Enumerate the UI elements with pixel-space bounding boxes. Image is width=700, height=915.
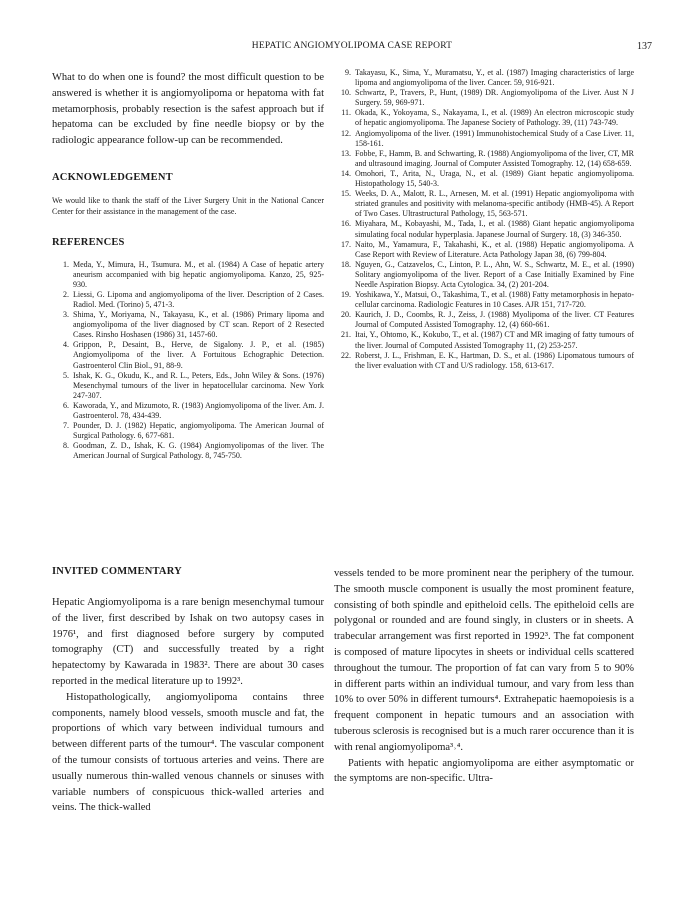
reference-number: 11. — [341, 108, 351, 118]
reference-number: 17. — [341, 239, 351, 249]
references-heading: REFERENCES — [52, 236, 125, 248]
reference-text: Ishak, K. G., Okudu, K., and R. L., Peters, Eds., John Wiley & Sons. (1976) Mesenchymal tumours of the liver in hepatocellular carcinoma. New York 247-307. — [73, 370, 324, 400]
reference-number: 6. — [63, 400, 69, 410]
reference-number: 13. — [341, 148, 351, 158]
reference-text: Omohori, T., Arita, N., Uraga, N., et al. (1989) Giant hepatic angiomyolipoma. Histopathology 15, 540-3. — [355, 168, 634, 189]
reference-number: 2. — [63, 289, 69, 299]
reference-number: 15. — [341, 189, 351, 199]
reference-text: Shima, Y., Moriyama, N., Takayasu, K., et al. (1986) Primary lipoma and angiomyolipoma of the liver diagnosed by CT scan. Report of 2 Resected Cases. Rinsho Hoshasen (1986) 31, 1457-60. — [73, 310, 324, 340]
right-column-top — [334, 68, 634, 371]
reference-number: 16. — [341, 219, 351, 229]
running-title: HEPATIC ANGIOMYOLIPOMA CASE REPORT — [251, 41, 453, 51]
reference-text: Goodman, Z. D., Ishak, K. G. (1984) Angiomyolipomas of the liver. The American Journal of Surgical Pathology. 8, 745-750. — [73, 441, 324, 461]
reference-item — [52, 371, 324, 401]
reference-number: 22. — [341, 350, 351, 360]
reference-text: Weeks, D. A., Malott, R. L., Arnesen, M. et al. (1991) Hepatic angiomyolipoma with striated granules and positivity with melanoma-specific antibody (HMB-45). A Report of Two Cases. Ultrastructural Pathology, 15, 563-571. — [355, 189, 634, 219]
reference-item — [52, 260, 324, 290]
reference-text: Roberst, J. L., Frishman, E. K., Hartman, D. S., et al. (1986) Lipomatous tumours of the liver evaluation with CT and U/S radiology. 158, 613-617. — [355, 350, 634, 370]
reference-number: 21. — [341, 330, 351, 340]
reference-item — [334, 290, 634, 310]
reference-text: Angiomyolipoma of the liver. (1991) Immunohistochemical Study of a Case Liver. 11, 158-161. — [355, 128, 634, 148]
left-column-bottom — [52, 566, 324, 816]
reference-item — [334, 330, 634, 350]
reference-item — [52, 421, 324, 441]
reference-item — [334, 240, 634, 260]
reference-item — [334, 219, 634, 239]
reference-number: 5. — [63, 370, 69, 380]
reference-text: Okada, K., Yokoyama, S., Nakayama, I., et al. (1989) An electron microscopic study of hepatic angiomyolipoma. The Japanese Society of Pathology. 39, (11) 743-749. — [355, 108, 634, 128]
reference-text: Yoshikawa, Y., Matsui, O., Takashima, T., et al. (1988) Fatty metamorphosis in hepato-cellular carcinoma. Radiologic Features in 10 Cases. AJR 151, 717-720. — [355, 290, 634, 310]
reference-number: 8. — [63, 441, 69, 451]
reference-item — [52, 290, 324, 310]
acknowledgement-heading: ACKNOWLEDGEMENT — [52, 171, 173, 183]
reference-text: Itai, Y., Ohtomo, K., Kokubo, T., et al. (1987) CT and MR imaging of fatty tumours of the liver. Journal of Computed Assisted Tomography 11, (2) 253-257. — [355, 330, 634, 350]
reference-item — [334, 68, 634, 88]
reference-text: Naito, M., Yamamura, F., Takahashi, K., et al. (1988) Hepatic angiomyolipoma. A Case Report with Review of Literature. Acta Pathology Japan 38, (6) 799-804. — [355, 239, 634, 259]
reference-text: Miyahara, M., Kobayashi, M., Tada, I., et al. (1988) Giant hepatic angiomyolipoma simulating focal nodular hyperplasia. Japanese Journal of Surgery. 18, (3) 346-350. — [355, 219, 634, 239]
reference-number: 18. — [341, 259, 351, 269]
commentary-heading: INVITED COMMENTARY — [52, 566, 182, 577]
reference-text: Fobbe, F., Hamm, B. and Schwarting, R. (1988) Angiomyolipoma of the liver, CT, MR and ultrasound imaging. Journal of Computer Assisted Tomography. 12, (14) 658-659. — [355, 148, 634, 168]
right-column-bottom — [334, 566, 634, 787]
reference-item — [334, 189, 634, 219]
reference-text: Kaurich, J. D., Coombs, R. J., Zeiss, J. (1988) Myolipoma of the liver. CT Features Journal of Computed Assisted Tomography. 12, (4) 660-661. — [355, 310, 634, 330]
acknowledgement-text: We would like to thank the staff of the Liver Surgery Unit in the National Cancer Center for their assistance in the management of the case. — [52, 195, 324, 216]
left-column-top — [52, 70, 324, 461]
reference-text: Nguyen, G., Catzavelos, C., Linton, P. L., Ahn, W. S., Schwartz, M. E., et al. (1990) Solitary angiomyolipoma of the liver. Report of a Case Initially Examined by Fine Needle Aspiration Biopsy. Acta Cytologica. 34, (2) 201-204. — [355, 259, 634, 289]
reference-item — [334, 169, 634, 189]
reference-number: 3. — [63, 310, 69, 320]
reference-number: 12. — [341, 128, 351, 138]
reference-item — [334, 260, 634, 290]
reference-item — [52, 441, 324, 461]
reference-item — [334, 149, 634, 169]
reference-text: Takayasu, K., Sima, Y., Muramatsu, Y., et al. (1987) Imaging characteristics of large lipoma and angiomyolipoma of the liver. Cancer. 59, 916-921. — [355, 68, 634, 88]
reference-item — [52, 340, 324, 370]
reference-number: 14. — [341, 168, 351, 178]
reference-text: Grippon, P., Desaint, B., Herve, de Sigalony. J. P., et al. (1985) Angiomyolipoma of the liver. A Fortuitous Echographic Detection. Gastroenterol Clin Biol., 91, 88-9. — [73, 340, 324, 370]
reference-number: 9. — [345, 68, 351, 77]
reference-number: 20. — [341, 310, 351, 320]
reference-number: 1. — [63, 259, 69, 269]
reference-number: 10. — [341, 88, 351, 98]
reference-list-left — [52, 260, 324, 462]
reference-text: Liessi, G. Lipoma and angiomyolipoma of the liver. Description of 2 Cases. Radiol. Med. (Torino) 5, 471-3. — [73, 289, 324, 309]
reference-text: Schwartz, P., Travers, P., Hunt, (1989) DR. Angiomyolipoma of the Liver. Aust N J Surgery. 59, 969-971. — [355, 88, 634, 108]
reference-item — [52, 310, 324, 340]
commentary-paragraph-3: vessels tended to be more prominent near the periphery of the tumour. The smooth muscle component is usually the most prominent feature, consisting of both spindle and epitheloid cells. The epitheloid cells are polygonal or rounded and are found singly, in clusters or in sheets. A trabecular arrangement was first reported in 1992³. The fat component is composed of mature lipocytes in sheets or individual cells scattered throughout the tumour. The proportion of fat can vary from 5 to 90% in different parts within an individual tumour, and vary from less than 10% to over 50% in different tumours⁴. Extrahepatic haemopoiesis is a frequent component in hepatic tumours and an association with tuberous sclerosis is recognised but is a much rarer occurence than it is with renal angiomyolipoma³˒⁴. — [334, 568, 634, 753]
intro-paragraph: What to do when one is found? the most difficult question to be answered is whether it is angiomyolipoma or hepatoma with fat metamorphosis, probably resection is the safest approach but if hepatoma can be excluded by fine needle biopsy or by the radiologic appearance follow-up can be recommended. — [52, 72, 324, 147]
running-header — [52, 41, 652, 55]
commentary-paragraph-1: Hepatic Angiomyolipoma is a rare benign mesenchymal tumour of the liver, first described by Ishak on two autopsy cases in 1976¹, and first diagnosed before surgery by computed tomography (CT) and successfully treated by a right hepatectomy by Kawarada in 1983². There are about 30 cases reported in the medical literature up to 1992³. — [52, 597, 324, 687]
reference-number: 19. — [341, 290, 351, 300]
reference-item — [334, 108, 634, 128]
reference-item — [334, 310, 634, 330]
reference-number: 4. — [63, 340, 69, 350]
page-number: 137 — [637, 41, 652, 52]
reference-item — [334, 88, 634, 108]
reference-text: Pounder, D. J. (1982) Hepatic, angiomyolipoma. The American Journal of Surgical Pathology. 6, 677-681. — [73, 421, 324, 441]
reference-item — [334, 129, 634, 149]
commentary-paragraph-2: Histopathologically, angiomyolipoma contains three components, namely blood vessels, smooth muscle and fat, the proportions of which vary between individual tumours and between different parts of the tumour⁴. The vascular component of the tumour consists of tortuous arteries and veins. There are usually numerous thin-walled venous channels or sinuses with variable numbers of conspicuous thick-walled arteries and veins. The thick-walled — [52, 691, 324, 814]
reference-item — [52, 401, 324, 421]
reference-text: Kaworada, Y., and Mizumoto, R. (1983) Angiomyolipoma of the liver. Am. J. Gastroenterol. 78, 434-439. — [73, 400, 324, 420]
reference-number: 7. — [63, 421, 69, 431]
commentary-paragraph-4: Patients with hepatic angiomyolipoma are either asymptomatic or the symptoms are non-specific. Ultra- — [334, 757, 634, 785]
reference-text: Meda, Y., Mimura, H., Tsumura. M., et al. (1984) A Case of hepatic artery aneurism accompanied with big hepatic angiomyolipoma. Kanzo, 25, 925-930. — [73, 259, 324, 289]
reference-list-right — [334, 68, 634, 371]
reference-item — [334, 351, 634, 371]
